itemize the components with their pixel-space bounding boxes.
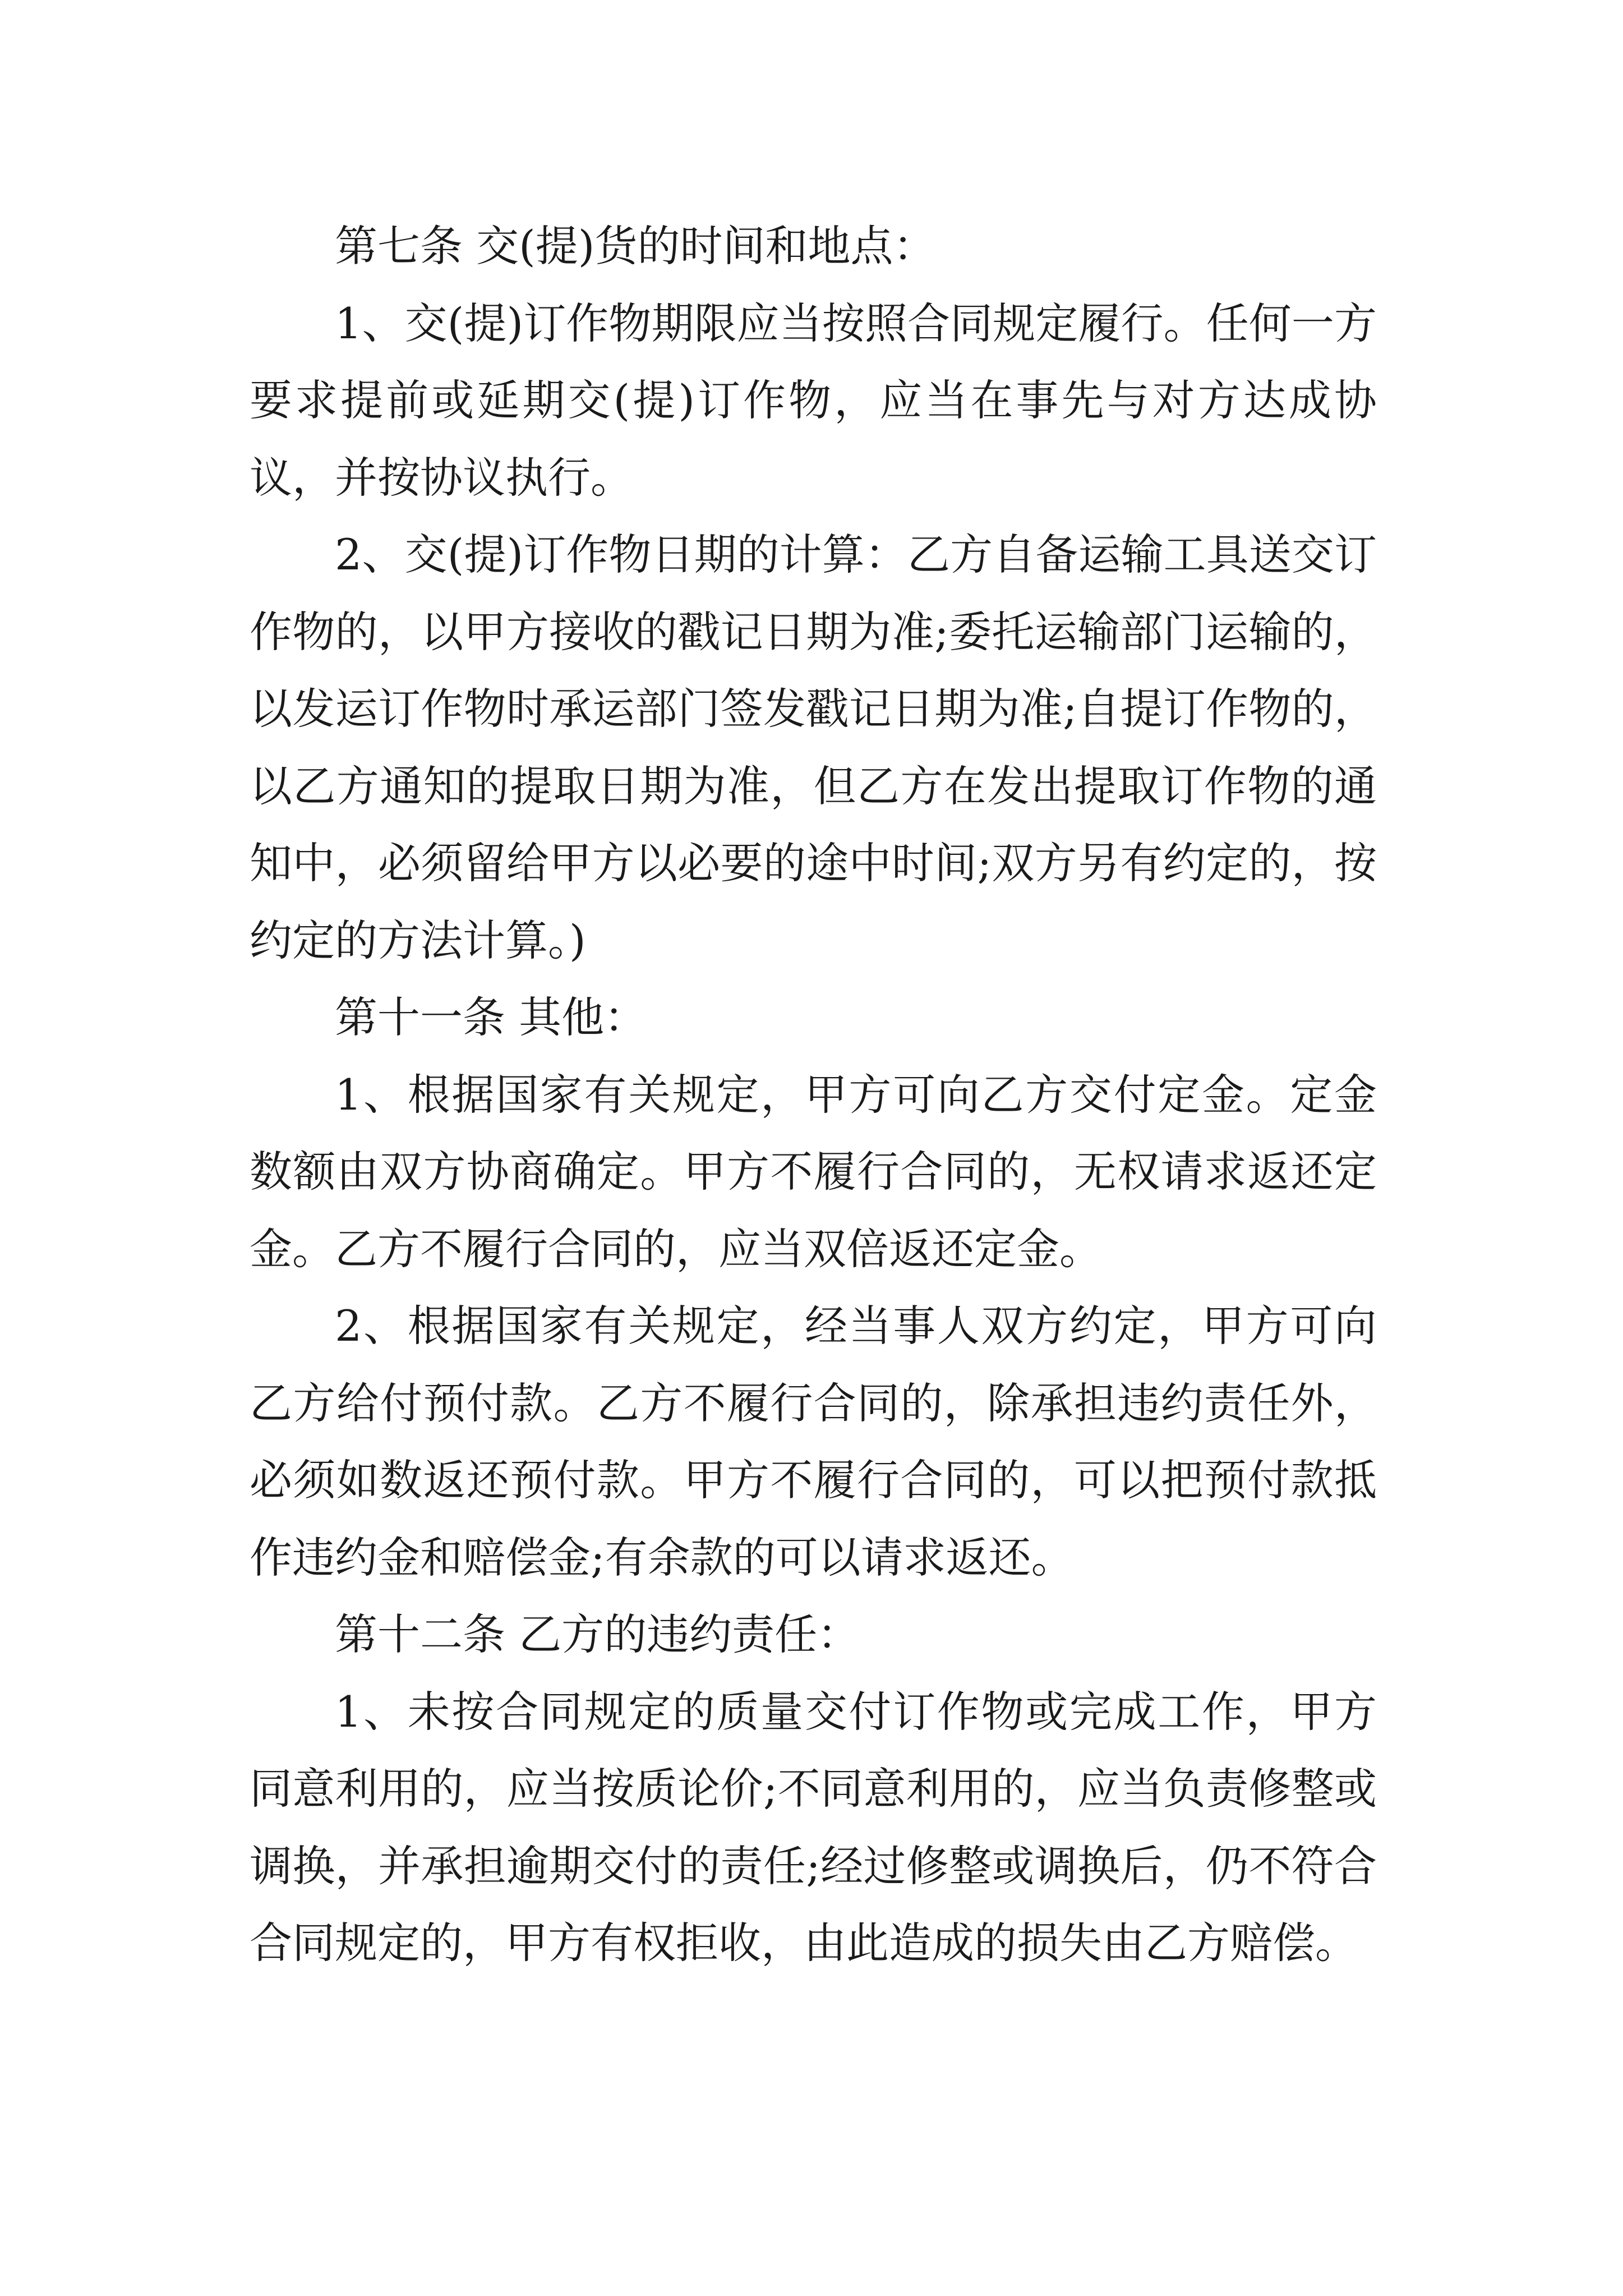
document-body [250,208,1377,1982]
article-11-clause-2: 2、根据国家有关规定，经当事人双方约定，甲方可向乙方给付预付款。乙方不履行合同的，除承担违约责任外，必须如数返还预付款。甲方不履行合同的，可以把预付款抵作违约金和赔偿金;有余款的可以请求返还。 [250,1301,1377,1582]
article-11-clause-1: 1、根据国家有关规定，甲方可向乙方交付定金。定金数额由双方协商确定。甲方不履行合同的，无权请求返还定金。乙方不履行合同的，应当双倍返还定金。 [250,1069,1377,1274]
article-7-clause-1: 1、交(提)订作物期限应当按照合同规定履行。任何一方要求提前或延期交(提)订作物，应当在事先与对方达成协议，并按协议执行。 [250,298,1377,503]
article-12-clause-1: 1、未按合同规定的质量交付订作物或完成工作，甲方同意利用的，应当按质论价;不同意利用的，应当负责修整或调换，并承担逾期交付的责任;经过修整或调换后，仍不符合合同规定的，甲方有权拒收，由此造成的损失由乙方赔偿。 [250,1686,1377,1968]
article-7-clause-2: 2、交(提)订作物日期的计算：乙方自备运输工具送交订作物的，以甲方接收的戳记日期为准;委托运输部门运输的，以发运订作物时承运部门签发戳记日期为准;自提订作物的，以乙方通知的提取日期为准，但乙方在发出提取订作物的通知中，必须留给甲方以必要的途中时间;双方另有约定的，按约定的方法计算。) [250,530,1377,965]
article-11-heading: 第十一条 其他： [335,992,647,1042]
article-12-heading: 第十二条 乙方的违约责任： [335,1609,860,1659]
article-7-heading: 第七条 交(提)货的时间和地点： [335,221,936,271]
